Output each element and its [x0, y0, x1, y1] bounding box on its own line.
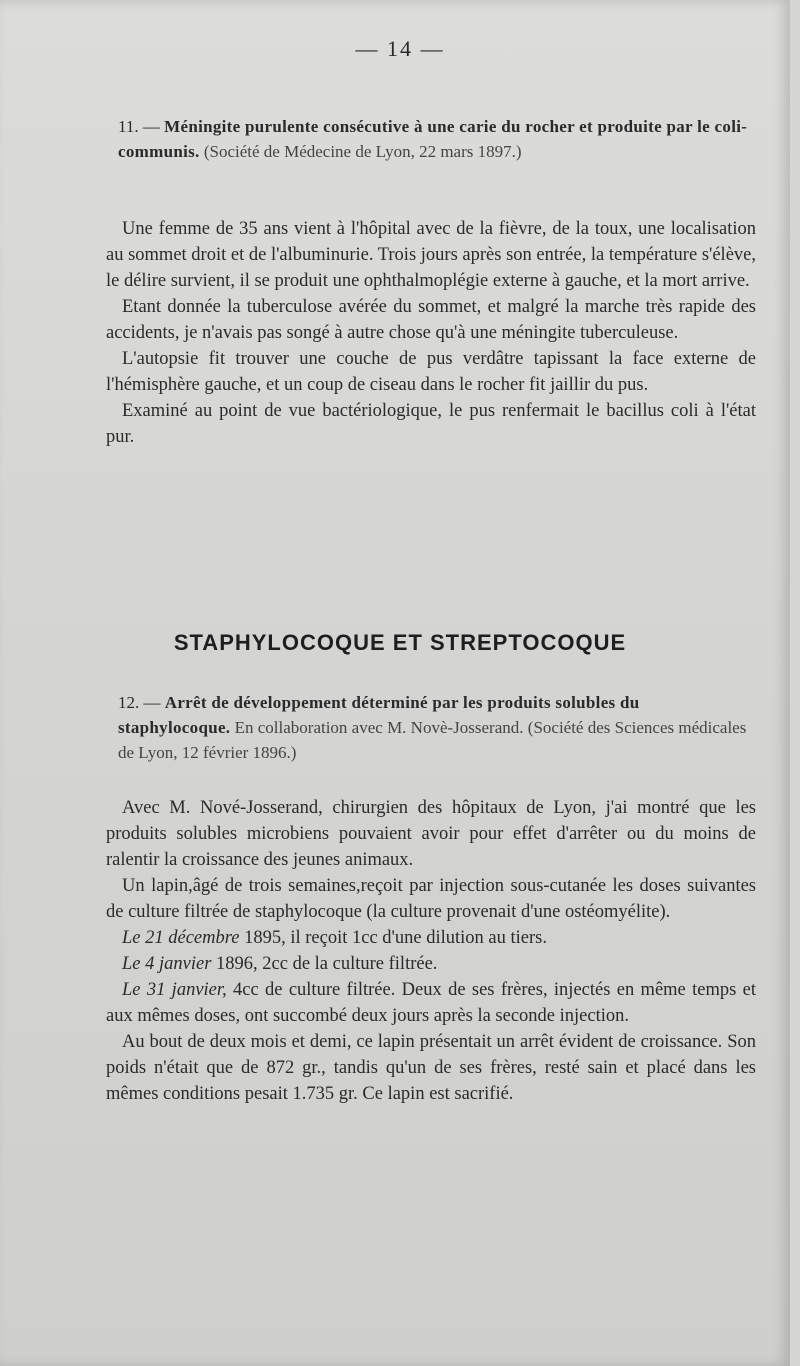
- paragraph: L'autopsie fit trouver une couche de pus verdâtre tapissant la face externe de l'hémisphère gauche, et un coup de ciseau dans le rocher fit jaillir du pus.: [106, 349, 756, 395]
- paragraph: Une femme de 35 ans vient à l'hôpital avec de la fièvre, de la toux, une localisation au sommet droit et de l'albuminurie. Trois jours après son entrée, la température s'élève, le délire survient, il se produit une ophthalmoplégie externe à gauche, et la mort arrive.: [106, 219, 756, 291]
- paragraph: Avec M. Nové-Josserand, chirurgien des hôpitaux de Lyon, j'ai montré que les produits solubles microbiens pouvaient avoir pour effet d'arrêter ou du moins de ralentir la croissance des jeunes animaux.: [106, 798, 756, 870]
- entry-11-title: Méningite purulente consécutive à une carie du rocher et produite par le coli-communis.: [118, 117, 748, 161]
- dose-line: [106, 925, 756, 951]
- paragraph: Etant donnée la tuberculose avérée du sommet, et malgré la marche très rapide des accidents, je n'avais pas songé à autre chose qu'à une méningite tuberculeuse.: [106, 297, 756, 343]
- dose-text: 1896, 2cc de la culture filtrée.: [211, 954, 438, 974]
- paragraph: Examiné au point de vue bactériologique, le pus renfermait le bacillus coli à l'état pur.: [106, 401, 756, 447]
- page-number: — 14 —: [355, 36, 445, 61]
- dose-date: Le 31 janvier,: [122, 980, 227, 1000]
- entry-11-heading: [118, 114, 752, 164]
- dose-text: 4cc de culture filtrée. Deux de ses frères, injectés en même temps et aux mêmes doses, ont succombé deux jours après la seconde injection.: [106, 980, 756, 1026]
- entry-12-source: (Société des Sciences médicales de Lyon, 12 février 1896.): [118, 718, 747, 762]
- entry-12-title: Arrêt de développement déterminé par les produits solubles du staphylocoque.: [118, 693, 640, 737]
- dose-line: [106, 951, 756, 977]
- dose-text: 1895, il reçoit 1cc d'une dilution au tiers.: [239, 928, 547, 948]
- entry-11-source: (Société de Médecine de Lyon, 22 mars 1897.): [203, 142, 522, 161]
- paragraph: Au bout de deux mois et demi, ce lapin présentait un arrêt évident de croissance. Son poids n'était que de 872 gr., tandis qu'un de ses frères, resté sain et placé dans les mêmes conditions pesait 1.735 gr. Ce lapin est sacrifié.: [106, 1032, 756, 1104]
- entry-12-body: [106, 795, 756, 1107]
- entry-12-number: 12. —: [118, 693, 161, 712]
- dose-line: [106, 977, 756, 1029]
- entry-11-number: 11. —: [118, 117, 160, 136]
- entry-12-heading: [118, 690, 752, 765]
- entry-12-collab: En collaboration avec M. Novè-Josserand.: [234, 718, 524, 737]
- entry-11-body: [106, 216, 756, 450]
- paragraph: Un lapin,âgé de trois semaines,reçoit par injection sous-cutanée les doses suivantes de culture filtrée de staphylocoque (la culture provenait d'une ostéomyélite).: [106, 876, 756, 922]
- dose-date: Le 4 janvier: [122, 954, 212, 974]
- dose-date: Le 21 décembre: [122, 928, 240, 948]
- section-heading: STAPHYLOCOQUE ET STREPTOCOQUE: [173, 630, 627, 655]
